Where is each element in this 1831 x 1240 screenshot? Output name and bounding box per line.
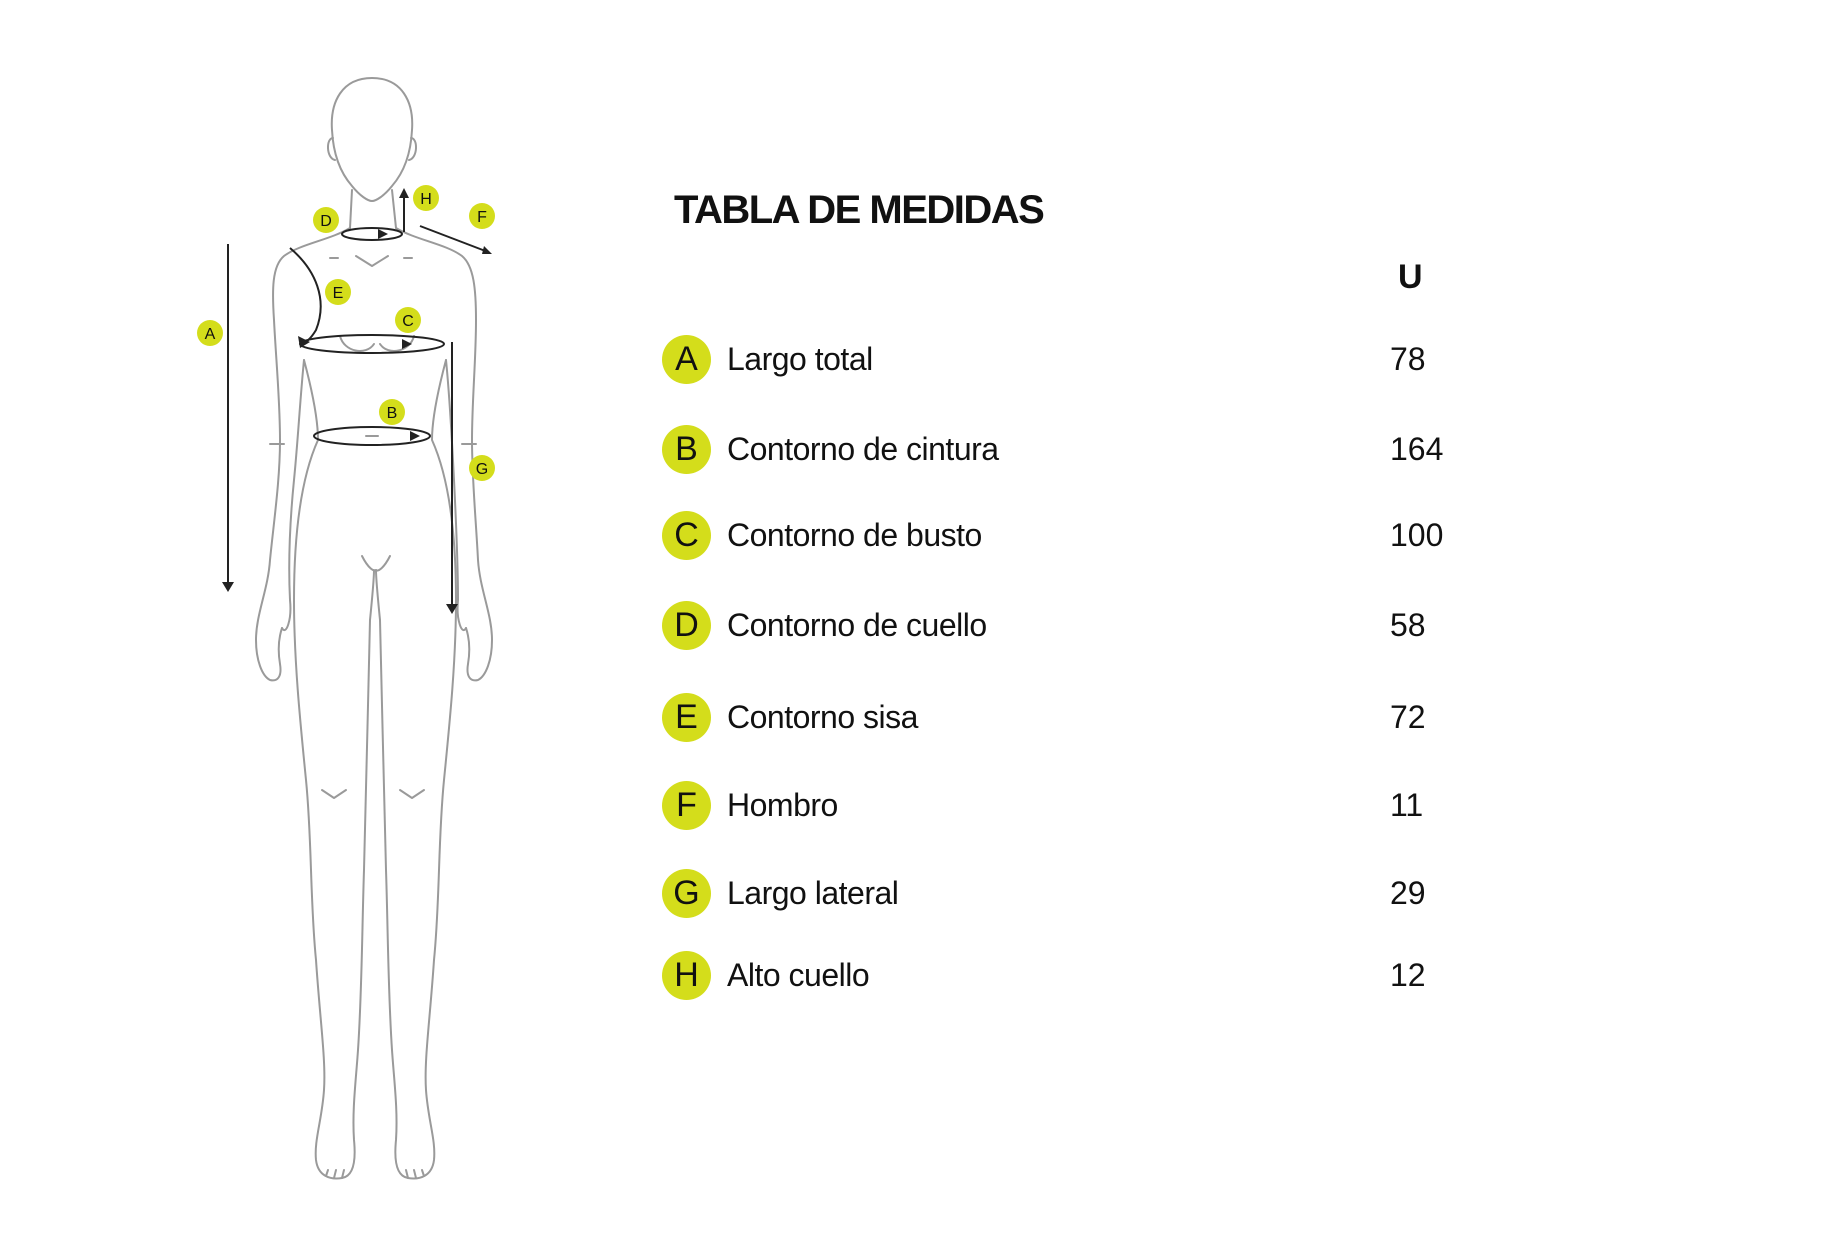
body-figure-illustration: [0, 0, 560, 1240]
marker-b: [379, 399, 405, 425]
marker-e-letter: E: [332, 285, 344, 302]
table-row: [662, 868, 1482, 918]
row-value: 12: [1390, 956, 1426, 993]
row-value: 164: [1390, 430, 1444, 467]
row-letter-badge: E: [662, 693, 711, 742]
row-value: 29: [1390, 874, 1426, 911]
marker-h-letter: H: [420, 191, 432, 208]
row-letter-badge: A: [662, 335, 711, 384]
mannequin-outline: [256, 78, 492, 1178]
measure-curve-e: [290, 248, 321, 344]
marker-g: [469, 455, 495, 481]
table-title: TABLA DE MEDIDAS: [674, 188, 1044, 232]
row-letter-badge: H: [662, 951, 711, 1000]
row-value: 100: [1390, 516, 1444, 553]
marker-c: [395, 307, 421, 333]
table-row: [662, 600, 1482, 650]
row-label: Contorno de busto: [727, 516, 982, 553]
row-label: Contorno de cuello: [727, 606, 987, 643]
table-row: [662, 780, 1482, 830]
row-letter-badge: B: [662, 425, 711, 474]
row-letter-badge: C: [662, 511, 711, 560]
marker-f: [469, 203, 495, 229]
marker-h: [413, 185, 439, 211]
row-label: Hombro: [727, 786, 838, 823]
table-row: [662, 950, 1482, 1000]
row-value: 72: [1390, 698, 1426, 735]
row-label: Contorno de cintura: [727, 430, 999, 467]
marker-e: [325, 279, 351, 305]
row-letter-badge: G: [662, 869, 711, 918]
table-row: [662, 510, 1482, 560]
measure-ellipse-d: [342, 228, 402, 240]
row-label: Largo lateral: [727, 874, 899, 911]
row-letter-badge: D: [662, 601, 711, 650]
marker-d: [313, 207, 339, 233]
table-row: [662, 424, 1482, 474]
marker-a: [197, 320, 223, 346]
row-value: 58: [1390, 606, 1426, 643]
measure-ellipse-c: [300, 335, 444, 353]
row-label: Alto cuello: [727, 956, 870, 993]
marker-b-letter: B: [386, 405, 398, 422]
measure-line-f: [420, 226, 488, 252]
marker-c-letter: C: [402, 313, 414, 330]
row-letter-badge: F: [662, 781, 711, 830]
row-value: 78: [1390, 340, 1426, 377]
marker-f-letter: F: [477, 209, 487, 226]
marker-g-letter: G: [475, 461, 489, 478]
table-row: [662, 692, 1482, 742]
marker-a-letter: A: [204, 326, 216, 343]
marker-d-letter: D: [320, 213, 332, 230]
unit-column-header: U: [1398, 258, 1423, 296]
row-label: Largo total: [727, 340, 873, 377]
table-row: [662, 334, 1482, 384]
row-label: Contorno sisa: [727, 698, 918, 735]
row-value: 11: [1390, 786, 1424, 823]
